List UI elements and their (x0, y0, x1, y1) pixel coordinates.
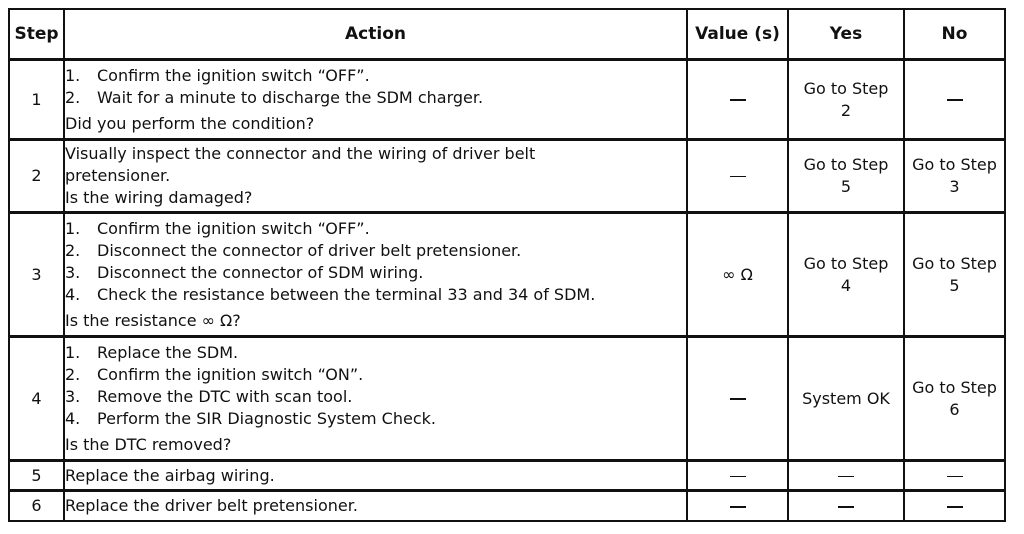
action-cell (65, 338, 688, 462)
table-row (10, 214, 1004, 338)
dash-mark (730, 398, 746, 400)
dash-mark (947, 476, 963, 477)
action-cell (65, 61, 688, 141)
yes-cell: Go to Step 4 (789, 214, 905, 338)
action-item: 3. Disconnect the connector of SDM wiring. (65, 262, 424, 282)
action-cell: Replace the driver belt pretensioner. (65, 492, 688, 520)
action-cell: Replace the airbag wiring. (65, 462, 688, 492)
dash-mark (947, 506, 963, 508)
dash-mark (730, 176, 746, 177)
value-cell (688, 492, 789, 520)
diagnostic-table-container (8, 8, 1006, 522)
step-number: 4 (10, 338, 65, 462)
table-row (10, 61, 1004, 141)
diagnostic-table (8, 8, 1006, 522)
no-cell (905, 462, 1004, 492)
value-cell (688, 61, 789, 141)
value-cell: ∞ Ω (688, 214, 789, 338)
table-row (10, 462, 1004, 492)
value-cell (688, 462, 789, 492)
yes-cell (789, 492, 905, 520)
action-item: 1. Replace the SDM. (65, 342, 239, 362)
action-item: 4. Check the resistance between the terminal 33 and 34 of SDM. (65, 284, 596, 304)
action-cell (65, 141, 688, 214)
header-value: Value (s) (688, 10, 789, 61)
yes-cell: Go to Step 5 (789, 141, 905, 214)
step-number: 5 (10, 462, 65, 492)
header-step: Step (10, 10, 65, 61)
action-text: Visually inspect the connector and the wiring of driver belt pretensioner. (65, 144, 536, 185)
table-row (10, 141, 1004, 214)
step-number: 2 (10, 141, 65, 214)
value-cell (688, 338, 789, 462)
header-yes: Yes (789, 10, 905, 61)
step-number: 1 (10, 61, 65, 141)
dash-mark (730, 99, 746, 101)
no-cell: Go to Step 6 (905, 338, 1004, 462)
action-cell (65, 214, 688, 338)
header-row (10, 10, 1004, 61)
action-item: 3. Remove the DTC with scan tool. (65, 386, 353, 406)
dash-mark (838, 476, 854, 477)
value-cell (688, 141, 789, 214)
yes-cell: System OK (789, 338, 905, 462)
dash-mark (947, 99, 963, 101)
action-item: 1. Confirm the ignition switch “OFF”. (65, 218, 370, 238)
yes-cell: Go to Step 2 (789, 61, 905, 141)
dash-mark (730, 476, 746, 477)
action-question: Is the wiring damaged? (65, 188, 253, 207)
step-number: 6 (10, 492, 65, 520)
table-row (10, 492, 1004, 520)
action-question: Is the DTC removed? (65, 434, 232, 454)
step-number: 3 (10, 214, 65, 338)
table-row (10, 338, 1004, 462)
action-question: Did you perform the condition? (65, 113, 315, 133)
action-item: 1. Confirm the ignition switch “OFF”. (65, 65, 370, 85)
dash-mark (838, 506, 854, 508)
action-item: 4. Perform the SIR Diagnostic System Check. (65, 408, 436, 428)
action-item: 2. Disconnect the connector of driver belt pretensioner. (65, 240, 522, 260)
header-no: No (905, 10, 1004, 61)
yes-cell (789, 462, 905, 492)
dash-mark (730, 506, 746, 508)
no-cell (905, 492, 1004, 520)
no-cell: Go to Step 3 (905, 141, 1004, 214)
no-cell: Go to Step 5 (905, 214, 1004, 338)
action-item: 2. Confirm the ignition switch “ON”. (65, 364, 364, 384)
action-question: Is the resistance ∞ Ω? (65, 310, 241, 330)
no-cell (905, 61, 1004, 141)
header-action: Action (65, 10, 688, 61)
action-item: 2. Wait for a minute to discharge the SDM charger. (65, 87, 484, 107)
